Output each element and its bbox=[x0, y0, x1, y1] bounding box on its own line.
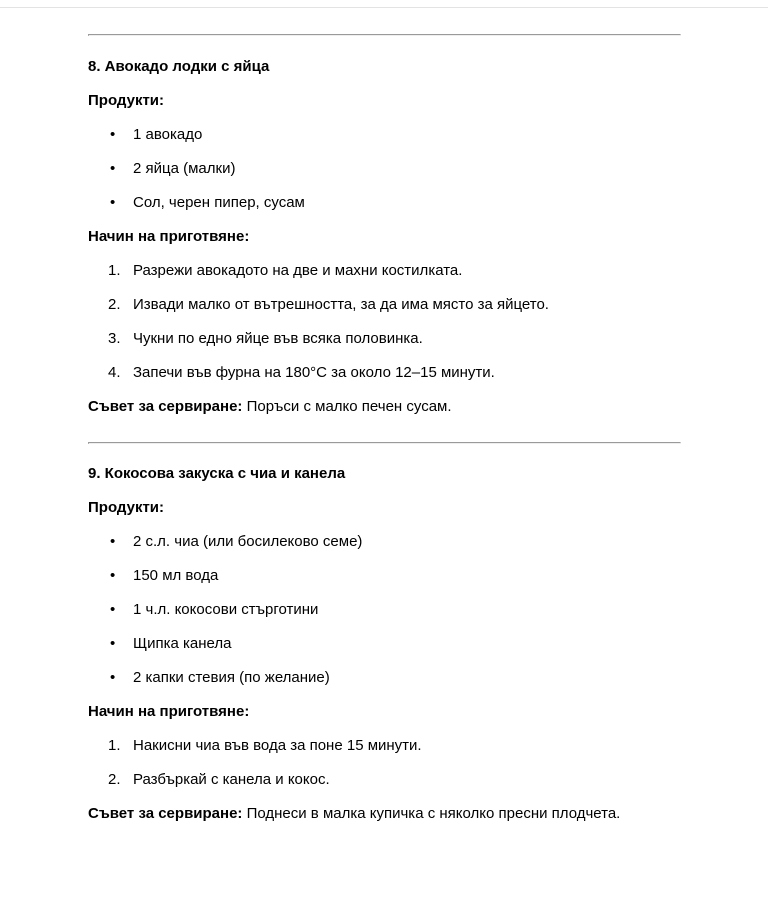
list-item: 2. Разбъркай с канела и кокос. bbox=[108, 771, 330, 788]
recipe-title: 8. Авокадо лодки с яйца bbox=[88, 58, 270, 75]
list-item: 2. Извади малко от вътрешността, за да има място за яйцето. bbox=[108, 296, 549, 313]
products-list bbox=[88, 126, 681, 212]
recipe-section-8 bbox=[88, 58, 681, 416]
products-list bbox=[88, 533, 681, 687]
section-divider bbox=[88, 34, 681, 36]
bullet-icon: • bbox=[110, 669, 116, 686]
serving-tip-text: Поднеси в малка купичка с няколко пресни плодчета. bbox=[242, 805, 621, 822]
serving-tip bbox=[88, 398, 681, 416]
list-item: • 1 ч.л. кокосови стърготини bbox=[110, 601, 319, 618]
products-label: Продукти: bbox=[88, 499, 165, 516]
recipe-section-9 bbox=[88, 465, 681, 823]
steps-list bbox=[88, 737, 681, 789]
method-label: Начин на приготвяне: bbox=[88, 228, 250, 245]
serving-tip-label: Съвет за сервиране: bbox=[88, 398, 243, 415]
bullet-icon: • bbox=[110, 160, 116, 177]
list-item: • 1 авокадо bbox=[110, 126, 203, 143]
serving-tip-text: Поръси с малко печен сусам. bbox=[242, 398, 452, 415]
list-item: • 150 мл вода bbox=[110, 567, 219, 584]
list-item: • 2 яйца (малки) bbox=[110, 160, 236, 177]
serving-tip bbox=[88, 805, 681, 823]
list-item: • Сол, черен пипер, сусам bbox=[110, 194, 305, 211]
section-divider bbox=[88, 442, 681, 444]
window-top-edge bbox=[0, 0, 768, 8]
bullet-icon: • bbox=[110, 567, 116, 584]
bullet-icon: • bbox=[110, 533, 116, 550]
steps-list bbox=[88, 262, 681, 382]
method-label: Начин на приготвяне: bbox=[88, 703, 250, 720]
bullet-icon: • bbox=[110, 126, 116, 143]
list-item: 1. Разрежи авокадото на две и махни костилката. bbox=[108, 262, 463, 279]
list-item: 4. Запечи във фурна на 180°C за около 12–15 минути. bbox=[108, 364, 495, 381]
list-item: • Щипка канела bbox=[110, 635, 232, 652]
list-item: 1. Накисни чиа във вода за поне 15 минути. bbox=[108, 737, 422, 754]
recipe-title: 9. Кокосова закуска с чиа и канела bbox=[88, 465, 346, 482]
bullet-icon: • bbox=[110, 635, 116, 652]
list-item: • 2 капки стевия (по желание) bbox=[110, 669, 330, 686]
bullet-icon: • bbox=[110, 601, 116, 618]
serving-tip-label: Съвет за сервиране: bbox=[88, 805, 243, 822]
products-label: Продукти: bbox=[88, 92, 165, 109]
bullet-icon: • bbox=[110, 194, 116, 211]
list-item: • 2 с.л. чиа (или босилеково семе) bbox=[110, 533, 363, 550]
list-item: 3. Чукни по едно яйце във всяка половинка. bbox=[108, 330, 423, 347]
document-page bbox=[88, 34, 681, 823]
